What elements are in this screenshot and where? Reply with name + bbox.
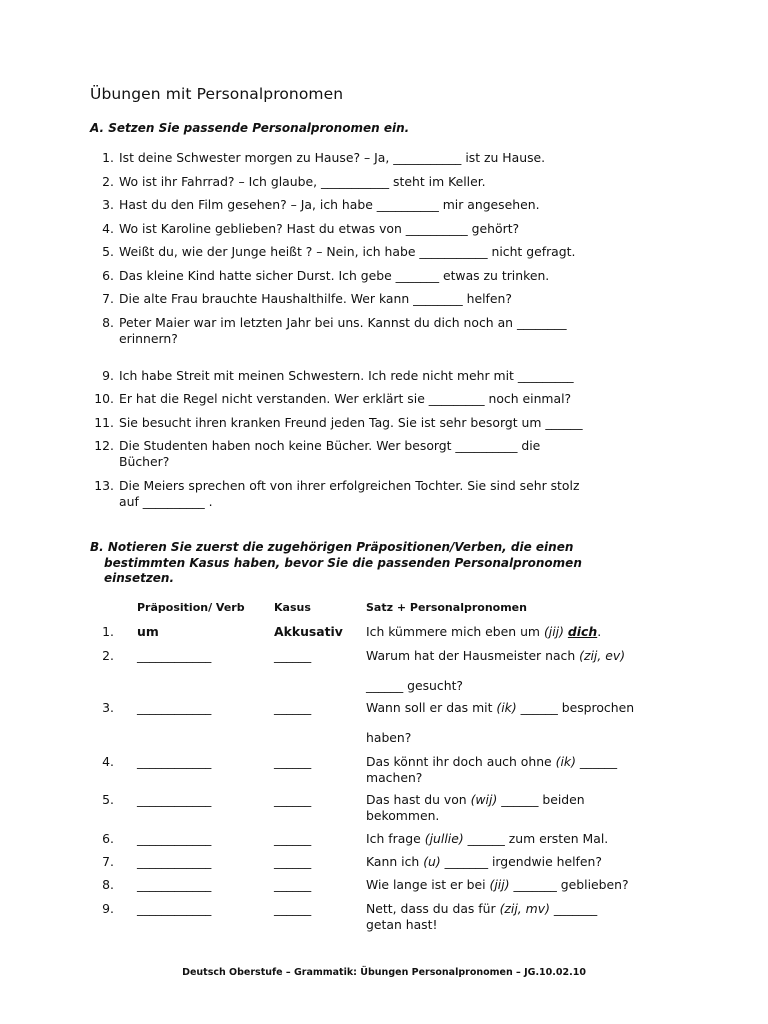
list-item: 8. Peter Maier war im letzten Jahr bei uns. Kannst du dich noch an ________ erinnern? [102,314,567,346]
section-a-list [92,150,652,517]
worksheet-page: Übungen mit Personalpronomen A. Setzen Sie passende Personalpronomen ein. 1. Ist deine Schwester morgen zu Hause? – Ja, ___________ ist zu Hause. 2. Wo ist ihr Fahrrad? – Ich glaube, ___________ steht im Keller. 3. Hast du den Film gesehen? – Ja, ich habe __________ mir angesehen. 4. Wo ist Karoline geblieben? Hast du etwas von __________ gehört? 5. Weißt du, wie der Junge heißt ? – Nein, ich habe ___________ nicht gefragt. 6. Das kleine Kind hatte sicher Durst. Ich gebe _______ etwas zu trinken. 7. Die alte Frau brauchte Haushalthilfe. Wer kann ________ helfen? 8. Peter Maier war im letzten Jahr bei uns. Kannst du dich noch an ________ erinnern? 9. Ich habe Streit mit meinen Schwestern. Ich rede nicht mehr mit _________ 10. Er hat die Regel nicht verstanden. Wer erklärt sie _________ noch einmal? 11. Sie besucht ihren kranken Freund jeden Tag. Sie ist sehr besorgt um ______ 12. Die Studenten haben noch keine Bücher. Wer besorgt __________ die Bücher? 13. Die Meiers sprechen oft von ihrer erfolgreichen Tochter. Sie sind sehr stolz auf __________ . B. Notieren Sie zuerst die zugehörigen Präpositionen/Verben, die einen bestimmten Kasus haben, bevor Sie die passenden Personalpronomen einsetzen. Präposition/ Verb Kasus Satz + Personalpronomen 1. um Akkusativ Ich kümmere mich eben um (jij) dich. 2. ____________ ______ Warum hat der Hausmeister nach (zij, ev) ______ gesucht? 3. ____________ ______ Wann soll er das mit (ik) ______ besprochen haben? 4. ____________ ______ Das könnt ihr doch auch ohne (ik) ______ machen? 5. ____________ ______ Das hast du von (wij) ______ beiden bekommen. 6. ____________ ______ Ich frage (jullie) ______ zum ersten Mal. 7. ____________ ______ Kann ich (u) _______ irgendwie helfen? 8. ____________ ______ Wie lange ist er bei (jij) _______ geblieben? 9. ____________ ______ Nett, dass du das für (zij, mv) _______ getan hast! Deutsch Oberstufe – Grammatik: Übungen Personalpronomen – JG.10.02.10 [0,0,768,1024]
answer-example: dich [567,624,598,639]
list-item: 7. Die alte Frau brauchte Haushalthilfe. Wer kann ________ helfen? [102,291,512,306]
column-header-preposition: Präposition/ Verb [137,601,245,614]
list-item: 13. Die Meiers sprechen oft von ihrer erfolgreichen Tochter. Sie sind sehr stolz auf __________ . [94,477,580,509]
list-item: 11. Sie besucht ihren kranken Freund jeden Tag. Sie ist sehr besorgt um ______ [94,414,583,430]
page-title: Übungen mit Personalpronomen [90,85,344,103]
list-item: 3. Hast du den Film gesehen? – Ja, ich habe __________ mir angesehen. [102,197,540,212]
page-footer: Deutsch Oberstufe – Grammatik: Übungen Personalpronomen – JG.10.02.10 [182,967,586,978]
column-header-kasus: Kasus [274,601,311,614]
column-header-satz: Satz + Personalpronomen [366,601,527,614]
list-item: 5. Weißt du, wie der Junge heißt ? – Nein, ich habe ___________ nicht gefragt. [102,244,576,259]
list-item: 12. Die Studenten haben noch keine Bücher. Wer besorgt __________ die Bücher? [94,438,541,469]
list-item: 6. Das kleine Kind hatte sicher Durst. Ich gebe _______ etwas zu trinken. [102,267,550,283]
list-item: 9. Ich habe Streit mit meinen Schwestern. Ich rede nicht mehr mit _________ [102,367,574,383]
list-item: 4. Wo ist Karoline geblieben? Hast du etwas von __________ gehört? [102,220,520,236]
list-item: 1. Ist deine Schwester morgen zu Hause? – Ja, ___________ ist zu Hause. [102,150,546,165]
list-item: 10. Er hat die Regel nicht verstanden. Wer erklärt sie _________ noch einmal? [94,391,572,406]
section-a-heading: A. Setzen Sie passende Personalpronomen ein. [90,121,410,135]
list-item: 2. Wo ist ihr Fahrrad? – Ich glaube, ___________ steht im Keller. [102,173,486,189]
section-b-heading: B. Notieren Sie zuerst die zugehörigen Präpositionen/Verben, die einen bestimmten Kasus haben, bevor Sie die passenden Personalpronomen einsetzen. [90,540,582,585]
